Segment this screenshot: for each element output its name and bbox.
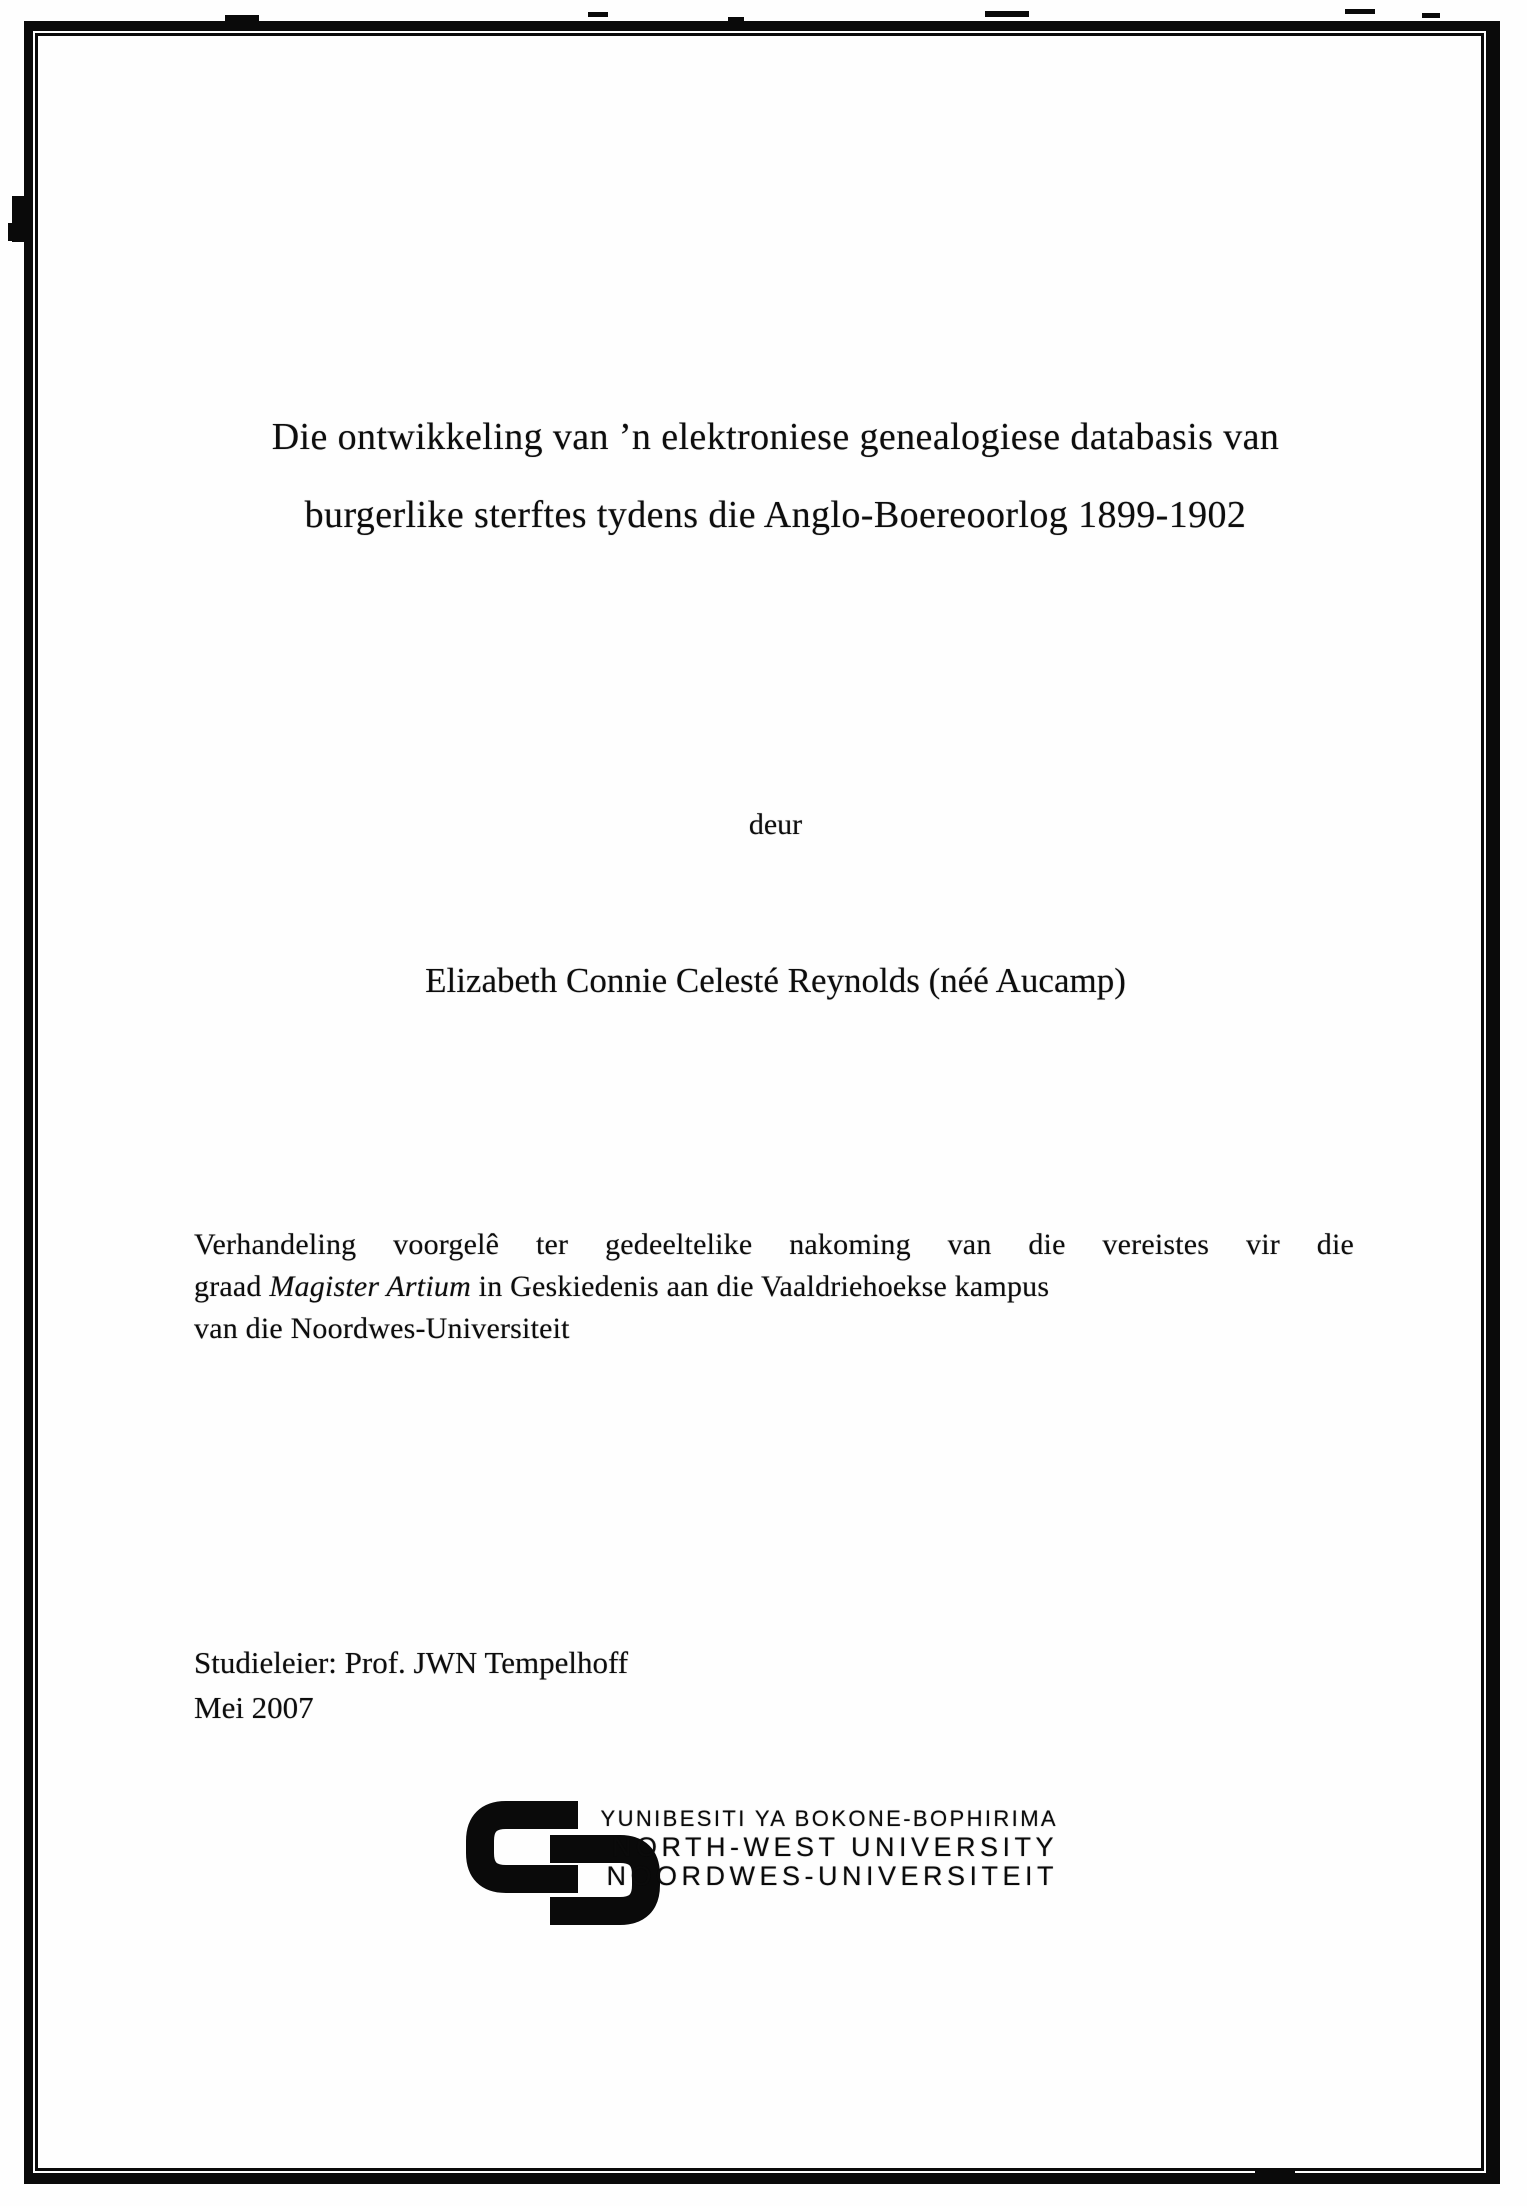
university-logo-text — [588, 1804, 1058, 1891]
author-name: Elizabeth Connie Celesté Reynolds (néé Aucamp) — [425, 961, 1126, 1000]
date-line: Mei 2007 — [194, 1690, 314, 1725]
scan-artifact — [1422, 13, 1440, 18]
thesis-title-line-1: Die ontwikkeling van ’n elektroniese genealogiese databasis van — [271, 416, 1280, 458]
scan-artifact — [588, 12, 608, 17]
scan-artifact — [985, 11, 1029, 17]
scan-artifact — [1255, 2169, 1295, 2173]
scan-artifact — [225, 15, 259, 21]
statement-line-3: van die Noordwes-Universiteit — [194, 1312, 570, 1345]
logo-line-setswana: YUNIBESITI YA BOKONE-BOPHIRIMA — [600, 1806, 1058, 1831]
supervisor-line: Studieleier: Prof. JWN Tempelhoff — [194, 1645, 629, 1680]
statement-line-2 — [194, 1266, 1354, 1308]
statement-line-2-pre: graad — [194, 1270, 270, 1303]
statement-line-2-post: in Geskiedenis aan die Vaaldriehoekse kampus — [470, 1270, 1050, 1303]
thesis-statement — [194, 1224, 1354, 1350]
scan-artifact — [728, 17, 744, 23]
university-logo — [466, 1801, 1058, 1927]
scan-artifact — [12, 196, 26, 242]
degree-name: Magister Artium — [269, 1270, 471, 1303]
logo-line-afrikaans: NOORDWES-UNIVERSITEIT — [606, 1861, 1058, 1891]
thesis-title-line-2: burgerlike sterftes tydens die Anglo-Boereoorlog 1899-1902 — [304, 494, 1247, 536]
supervisor-block — [194, 1640, 628, 1730]
scan-artifact — [8, 223, 14, 241]
thesis-title — [12, 398, 1527, 554]
byline-label: deur — [748, 808, 803, 841]
statement-line-1: Verhandeling voorgelê ter gedeeltelike nakoming van die vereistes vir die — [194, 1228, 1354, 1261]
logo-line-english: NORTH-WEST UNIVERSITY — [611, 1832, 1058, 1862]
scan-artifact — [1345, 9, 1375, 14]
